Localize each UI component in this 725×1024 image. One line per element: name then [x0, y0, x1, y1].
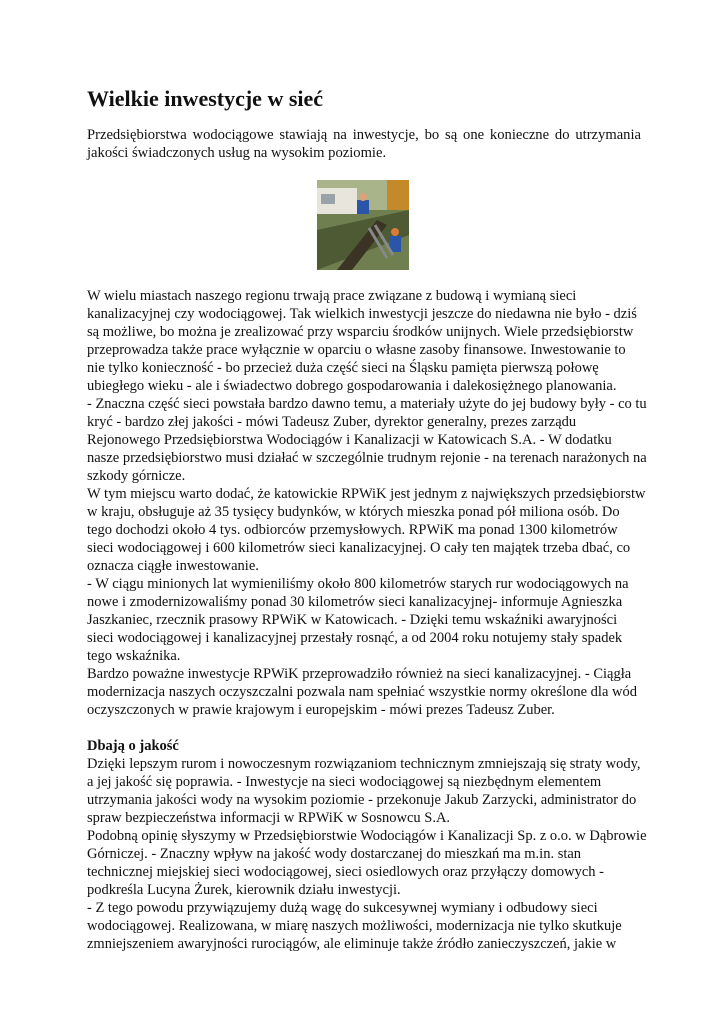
photo-illustration [317, 180, 409, 270]
article-body [87, 287, 647, 953]
article-intro: Przedsiębiorstwa wodociągowe stawiają na inwestycje, bo są one konieczne do utrzymania jakości świadczonych usług na wysokim poziomie. [87, 127, 641, 161]
body-paragraph: Bardzo poważne inwestycje RPWiK przeprowadziło również na sieci kanalizacyjnej. - Ciągła modernizacja naszych oczyszczalni pozwala nam spełniać wszystkie normy określone dla wód oczyszczonych w prawie krajowym i europejskim - mówi prezes Tadeusz Zuber. [87, 666, 637, 718]
body-paragraph: Dzięki lepszym rurom i nowoczesnym rozwiązaniom technicznym zmniejszają się straty wody, a jej jakość się poprawia. - Inwestycje na sieci wodociągowej są niezbędnym elementem utrzymania jakości wody na wysokim poziomie - przekonuje Jakub Zarzycki, administrator do spraw bezpieczeństwa informacji w RPWiK w Sosnowcu S.A. [87, 756, 641, 826]
body-paragraph: Podobną opinię słyszymy w Przedsiębiorstwie Wodociągów i Kanalizacji Sp. z o.o. w Dąbrowie Górniczej. - Znaczny wpływ na jakość wody dostarczanej do mieszkań ma m.in. stan technicznej miejskiej sieci wodociągowej, sieci osiedlowych oraz przyłączy domowych - podkreśla Lucyna Żurek, kierownik działu inwestycji. [87, 828, 647, 898]
body-paragraph: - Znaczna część sieci powstała bardzo dawno temu, a materiały użyte do jej budowy były - co tu kryć - bardzo złej jakości - mówi Tadeusz Zuber, dyrektor generalny, prezes zarządu Rejonowego Przedsiębiorstwa Wodociągów i Kanalizacji w Katowicach S.A. - W dodatku nasze przedsiębiorstwo musi działać w szczególnie trudnym rejonie - na terenach narażonych na szkody górnicze. [87, 396, 647, 484]
article-title: Wielkie inwestycje w sieć [87, 86, 324, 111]
workers-pipe-installation-photo [317, 180, 409, 270]
section-heading: Dbają o jakość [87, 738, 179, 754]
body-paragraph: W tym miejscu warto dodać, że katowickie RPWiK jest jednym z największych przedsiębiorstw w kraju, obsługuje aż 35 tysięcy budynków, w których mieszka ponad pół miliona osób. Do tego dochodzi około 4 tys. odbiorców przemysłowych. RPWiK ma ponad 1300 kilometrów sieci wodociągowej i 600 kilometrów sieci kanalizacyjnej. O cały ten majątek trzeba dbać, co oznacza ciągłe inwestowanie. [87, 486, 646, 574]
body-paragraph: - W ciągu minionych lat wymieniliśmy około 800 kilometrów starych rur wodociągowych na nowe i zmodernizowaliśmy ponad 30 kilometrów sieci kanalizacyjnej- informuje Agnieszka Jaszkaniec, rzecznik prasowy RPWiK w Katowicach. - Dzięki temu wskaźniki awaryjności sieci wodociągowej i kanalizacyjnej przestały rosnąć, a od 2004 roku notujemy stały spadek tego wskaźnika. [87, 576, 629, 664]
body-paragraph: W wielu miastach naszego regionu trwają prace związane z budową i wymianą sieci kanalizacyjnej czy wodociągowej. Tak wielkich inwestycji jeszcze do niedawna nie było - dziś są możliwe, bo można je zrealizować przy wsparciu środków unijnych. Wiele przedsiębiorstw przeprowadza także prace wyłącznie w oparciu o własne zasoby finansowe. Inwestowanie to nie tylko konieczność - bo przecież duża część sieci na Śląsku pamięta pierwszą połowę ubiegłego wieku - ale i świadectwo dobrego gospodarowania i dalekosiężnego planowania. [87, 288, 637, 394]
body-paragraph: - Z tego powodu przywiązujemy dużą wagę do sukcesywnej wymiany i odbudowy sieci wodociągowej. Realizowana, w miarę naszych możliwości, modernizacja nie tylko skutkuje zmniejszeniem awaryjności rurociągów, ale eliminuje także źródło zanieczyszczeń, jakie w [87, 900, 622, 952]
